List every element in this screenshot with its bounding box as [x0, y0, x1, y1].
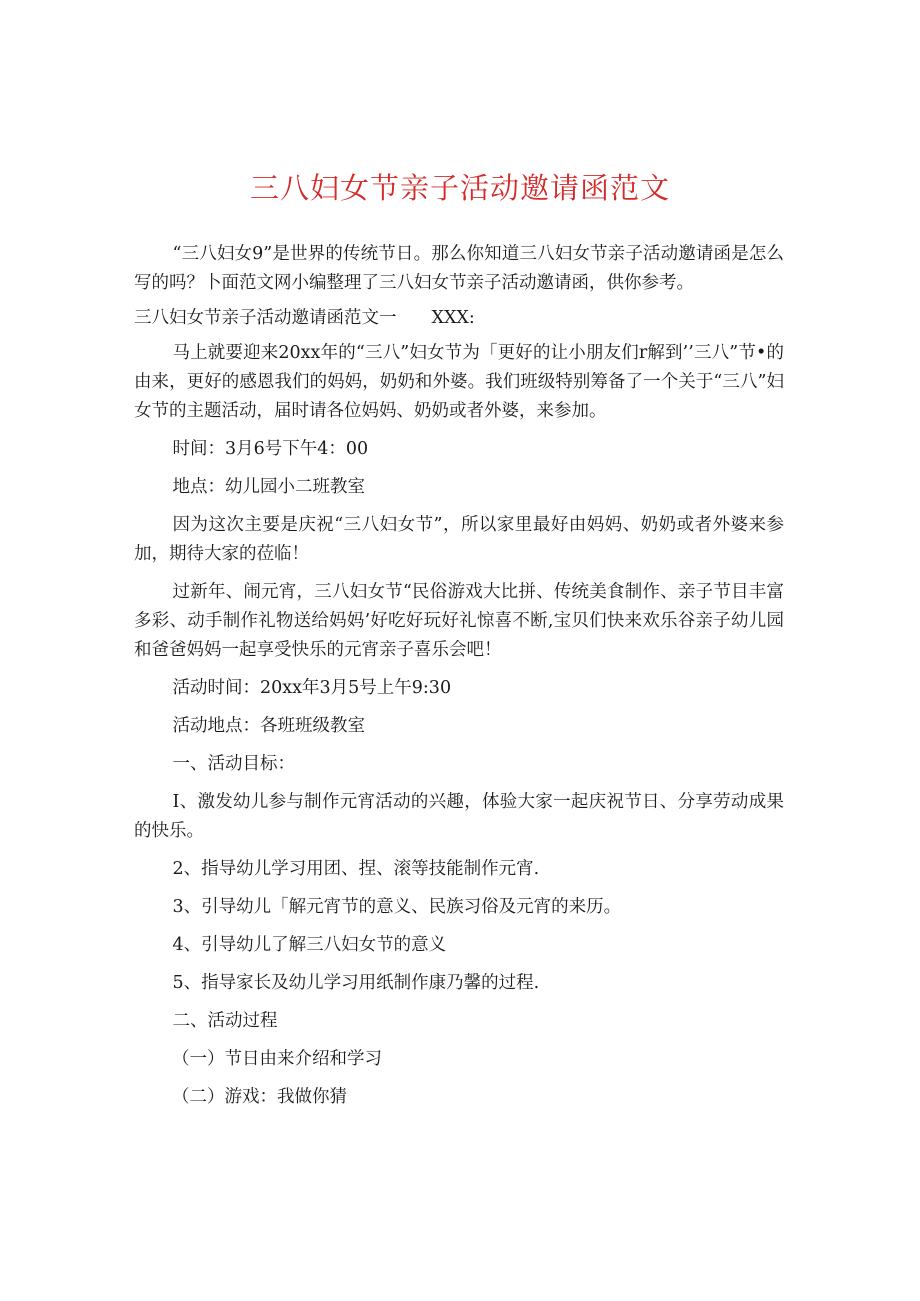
section-heading-template-one: 三八妇女节亲子活动邀请函范文一 XXX: — [134, 308, 475, 328]
goal-item-3: 3、引导幼儿「解元宵节的意义、民族习俗及元宵的来历。 — [172, 897, 622, 917]
event-time: 时间：3月6号下午4：00 — [172, 439, 369, 459]
document-body — [134, 240, 784, 1112]
intro-paragraph: “三八妇女9”是世界的传统节日。那么你知道三八妇女节亲子活动邀请函是怎么写的吗？卜面范文网小编整理了三八妇女节亲子活动邀请函，供你参考。 — [134, 244, 784, 293]
process-item-2: （二）游戏：我做你猜 — [172, 1087, 347, 1107]
section-heading-goals: 一、活动目标： — [172, 754, 295, 774]
section-heading-process: 二、活动过程 — [172, 1011, 278, 1031]
activity-time: 活动时间：20xx年3月5号上午9:30 — [172, 678, 452, 698]
goal-item-1: I、激发幼儿参与制作元宵活动的兴趣，体验大家一起庆祝节日、分享劳动成果的快乐。 — [134, 792, 784, 841]
activity-location: 活动地点：各班班级教室 — [172, 716, 365, 736]
festival-paragraph: 过新年、闹元宵，三八妇女节“民俗游戏大比拼、传统美食制作、亲子节目丰富多彩、动手制作礼物送给妈妈’好吃好玩好礼惊喜不断,宝贝们快来欢乐谷亲子幼儿园和爸爸妈妈一起享受快乐的元宵亲子喜乐会吧！ — [134, 582, 784, 660]
event-location: 地点：幼儿园小二班教室 — [172, 477, 365, 497]
invitation-paragraph: 马上就要迎来20xx年的“三八”妇女节为「更好的让小朋友们r解到’’三八”节•的由来，更好的感恩我们的妈妈，奶奶和外婆。我们班级特别筹备了一个关于“三八”妇女节的主题活动，届时请各位妈妈、奶奶或者外婆，来参加。 — [134, 343, 784, 421]
goal-item-2: 2、指导幼儿学习用团、捏、滚等技能制作元宵. — [172, 859, 540, 879]
goal-item-4: 4、引导幼儿了解三八妇女节的意义 — [172, 935, 447, 955]
process-item-1: （一）节日由来介绍和学习 — [172, 1049, 382, 1069]
goal-item-5: 5、指导家长及幼儿学习用纸制作康乃馨的过程. — [172, 973, 540, 993]
document-title: 三八妇女节亲子活动邀请函范文 — [249, 171, 670, 205]
attendance-paragraph: 因为这次主要是庆祝“三八妇女节”，所以家里最好由妈妈、奶奶或者外婆来参加，期待大家的莅临！ — [134, 515, 784, 564]
